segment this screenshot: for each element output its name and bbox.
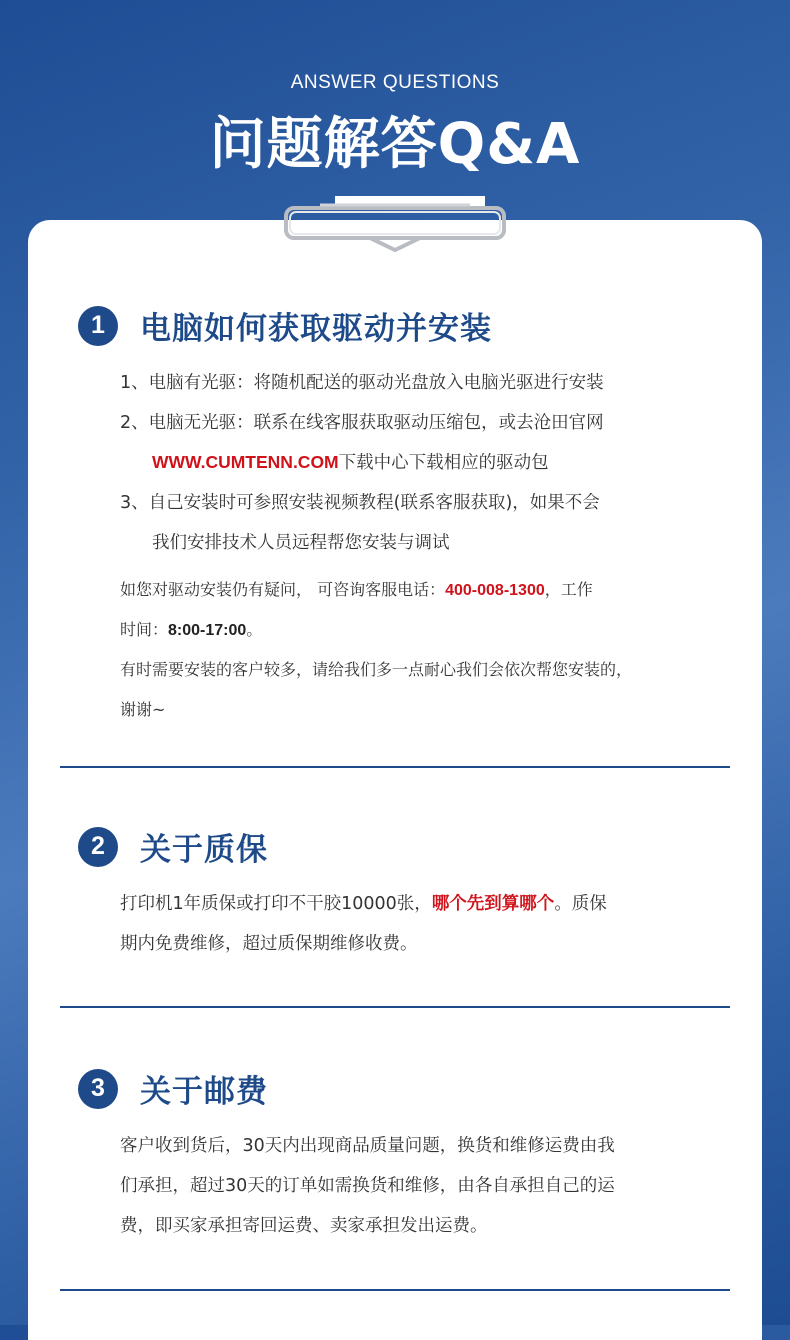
text-line: 谢谢~: [120, 700, 166, 719]
text-fragment: 。: [246, 620, 263, 639]
section-3-header: [78, 1066, 268, 1111]
text-line: [120, 617, 262, 640]
section-divider: [60, 766, 730, 768]
text-line: [120, 890, 607, 915]
section-title: 关于邮费: [140, 1074, 268, 1110]
section-number-badge: 2: [78, 827, 118, 867]
clipboard-clip-icon: [280, 196, 510, 256]
section-2-header: [78, 824, 268, 869]
phone-number: 400-008-1300: [445, 582, 545, 599]
text-line: 客户收到货后，30天内出现商品质量问题，换货和维修运费由我: [120, 1136, 615, 1156]
text-line: 费，即买家承担寄回运费、卖家承担发出运费。: [120, 1216, 488, 1236]
text-fragment: 。质保: [554, 894, 607, 914]
section-title: 关于质保: [140, 832, 268, 868]
text-line: 1、电脑有光驱：将随机配送的驱动光盘放入电脑光驱进行安装: [120, 373, 604, 393]
text-fragment: 如您对驱动安装仍有疑问， 可咨询客服电话：: [120, 580, 446, 599]
text-line: 们承担，超过30天的订单如需换货和维修，由各自承担自己的运: [120, 1176, 615, 1196]
text-line: [152, 449, 549, 474]
text-fragment: 打印机1年质保或打印不干胶10000张，: [120, 894, 432, 914]
text-line: [120, 577, 593, 600]
text-fragment: ，工作: [544, 580, 593, 599]
text-line: 有时需要安装的客户较多，请给我们多一点耐心我们会依次帮您安装的，: [120, 660, 633, 679]
text-line: 3、自己安装时可参照安装视频教程(联系客服获取)，如果不会: [120, 493, 600, 513]
text-line: 2、电脑无光驱：联系在线客服获取驱动压缩包，或去沧田官网: [120, 413, 604, 433]
page-title: 问题解答Q&A: [209, 112, 581, 177]
text-line: 期内免费维修，超过质保期维修收费。: [120, 934, 418, 954]
section-divider: [60, 1289, 730, 1291]
section-number-badge: 1: [78, 306, 118, 346]
text-fragment: 下载中心下载相应的驱动包: [338, 453, 549, 473]
section-divider: [60, 1006, 730, 1008]
text-line: 我们安排技术人员远程帮您安装与调试: [152, 533, 450, 553]
section-number-badge: 3: [78, 1069, 118, 1109]
section-1-header: [78, 303, 492, 348]
warranty-highlight: 哪个先到算哪个: [431, 894, 555, 914]
text-fragment: 时间：: [120, 620, 169, 639]
header-subtitle: ANSWER QUESTIONS: [290, 72, 500, 93]
section-title: 电脑如何获取驱动并安装: [140, 311, 492, 347]
work-hours: 8:00-17:00: [168, 622, 247, 639]
website-link[interactable]: WWW.CUMTENN.COM: [152, 452, 339, 472]
